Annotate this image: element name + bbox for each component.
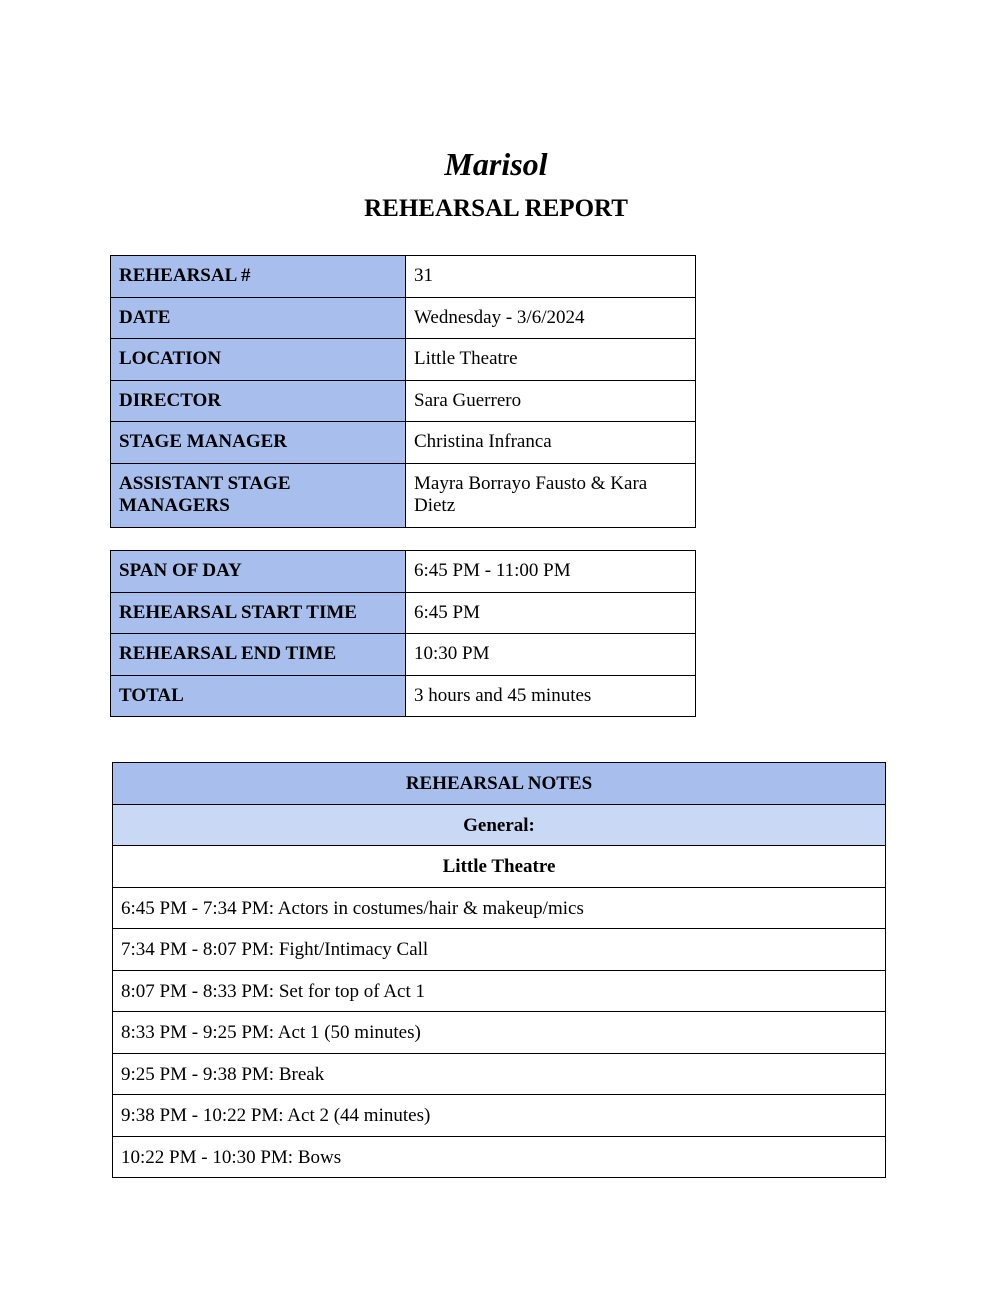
- table-row: [113, 804, 886, 846]
- table-row: [113, 763, 886, 805]
- stage-manager-value: Christina Infranca: [406, 422, 696, 464]
- table-row: [111, 592, 696, 634]
- table-row: [111, 256, 696, 298]
- date-value: Wednesday - 3/6/2024: [406, 297, 696, 339]
- note-item: 10:22 PM - 10:30 PM: Bows: [113, 1136, 886, 1178]
- span-of-day-value: 6:45 PM - 11:00 PM: [406, 551, 696, 593]
- note-item: 9:25 PM - 9:38 PM: Break: [113, 1053, 886, 1095]
- location-value: Little Theatre: [406, 339, 696, 381]
- note-item: 8:33 PM - 9:25 PM: Act 1 (50 minutes): [113, 1012, 886, 1054]
- span-of-day-label: SPAN OF DAY: [111, 551, 406, 593]
- table-row: [111, 297, 696, 339]
- start-time-value: 6:45 PM: [406, 592, 696, 634]
- start-time-label: REHEARSAL START TIME: [111, 592, 406, 634]
- total-value: 3 hours and 45 minutes: [406, 675, 696, 717]
- table-row: [113, 929, 886, 971]
- table-row: [113, 970, 886, 1012]
- table-row: [111, 380, 696, 422]
- show-title: Marisol: [444, 146, 548, 182]
- notes-section: General:: [113, 804, 886, 846]
- total-label: TOTAL: [111, 675, 406, 717]
- notes-heading: REHEARSAL NOTES: [113, 763, 886, 805]
- note-item: 9:38 PM - 10:22 PM: Act 2 (44 minutes): [113, 1095, 886, 1137]
- rehearsal-time-table: [110, 550, 696, 717]
- location-label: LOCATION: [111, 339, 406, 381]
- rehearsal-notes-table: [112, 762, 886, 1178]
- table-row: [113, 887, 886, 929]
- table-row: [111, 422, 696, 464]
- table-row: [111, 551, 696, 593]
- table-row: [111, 675, 696, 717]
- note-item: 7:34 PM - 8:07 PM: Fight/Intimacy Call: [113, 929, 886, 971]
- note-item: 6:45 PM - 7:34 PM: Actors in costumes/hair & makeup/mics: [113, 887, 886, 929]
- assistant-stage-managers-value: Mayra Borrayo Fausto & Kara Dietz: [406, 463, 696, 527]
- report-title: REHEARSAL REPORT: [364, 195, 628, 222]
- end-time-label: REHEARSAL END TIME: [111, 634, 406, 676]
- date-label: DATE: [111, 297, 406, 339]
- table-row: [113, 1095, 886, 1137]
- assistant-stage-managers-label: ASSISTANT STAGE MANAGERS: [111, 463, 406, 527]
- table-row: [111, 339, 696, 381]
- rehearsal-number-label: REHEARSAL #: [111, 256, 406, 298]
- director-value: Sara Guerrero: [406, 380, 696, 422]
- note-item: 8:07 PM - 8:33 PM: Set for top of Act 1: [113, 970, 886, 1012]
- rehearsal-info-table: [110, 255, 696, 528]
- table-row: [113, 846, 886, 888]
- table-row: [111, 634, 696, 676]
- stage-manager-label: STAGE MANAGER: [111, 422, 406, 464]
- rehearsal-number-value: 31: [406, 256, 696, 298]
- table-row: [113, 1136, 886, 1178]
- table-row: [113, 1053, 886, 1095]
- table-row: [113, 1012, 886, 1054]
- director-label: DIRECTOR: [111, 380, 406, 422]
- notes-location: Little Theatre: [113, 846, 886, 888]
- table-row: [111, 463, 696, 527]
- end-time-value: 10:30 PM: [406, 634, 696, 676]
